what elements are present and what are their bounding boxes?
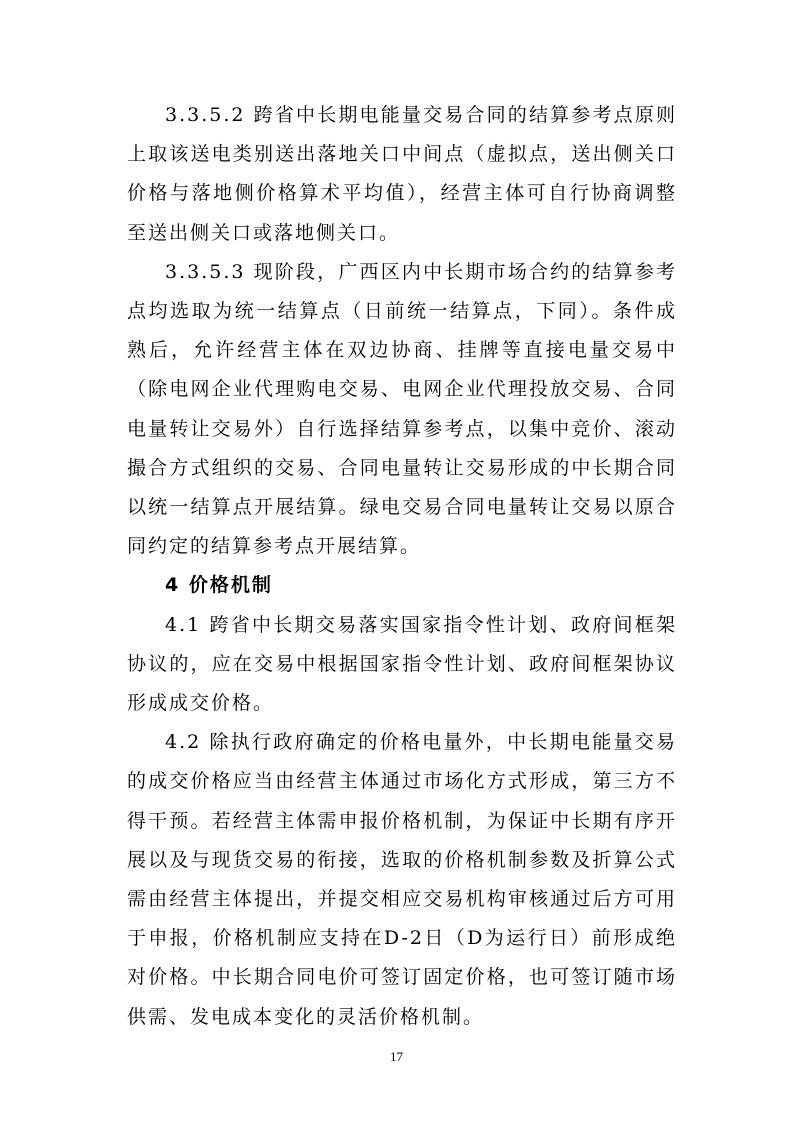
- page-number: 17: [390, 1049, 403, 1064]
- section-heading-price-mechanism: 4 价格机制: [165, 574, 273, 597]
- clause-4-2: 4.2 除执行政府确定的价格电量外，中长期电能量交易的成交价格应当由经营主体通过市场化方式形成，第三方不得干预。若经营主体需申报价格机制，为保证中长期有序开展以及与现货交易的衔接，选取的价格机制参数及折算公式需由经营主体提出，并提交相应交易机构审核通过后方可用于申报，价格机制应支持在D-2日（D为运行日）前形成绝对价格。中长期合同电价可签订固定价格，也可签订随市场供需、发电成本变化的灵活价格机制。: [127, 731, 677, 1028]
- clause-3-3-5-2: 3.3.5.2 跨省中长期电能量交易合同的结算参考点原则上取该送电类别送出落地关口中间点（虚拟点，送出侧关口价格与落地侧价格算术平均值），经营主体可自行协商调整至送出侧关口或落地侧关口。: [127, 104, 677, 244]
- clause-4-1: 4.1 跨省中长期交易落实国家指令性计划、政府间框架协议的，应在交易中根据国家指令性计划、政府间框架协议形成成交价格。: [127, 613, 677, 715]
- clause-3-3-5-3: 3.3.5.3 现阶段，广西区内中长期市场合约的结算参考点均选取为统一结算点（日前统一结算点，下同）。条件成熟后，允许经营主体在双边协商、挂牌等直接电量交易中（除电网企业代理购电交易、电网企业代理投放交易、合同电量转让交易外）自行选择结算参考点，以集中竞价、滚动撮合方式组织的交易、合同电量转让交易形成的中长期合同以统一结算点开展结算。绿电交易合同电量转让交易以原合同约定的结算参考点开展结算。: [127, 260, 677, 558]
- document-body: [127, 96, 677, 1037]
